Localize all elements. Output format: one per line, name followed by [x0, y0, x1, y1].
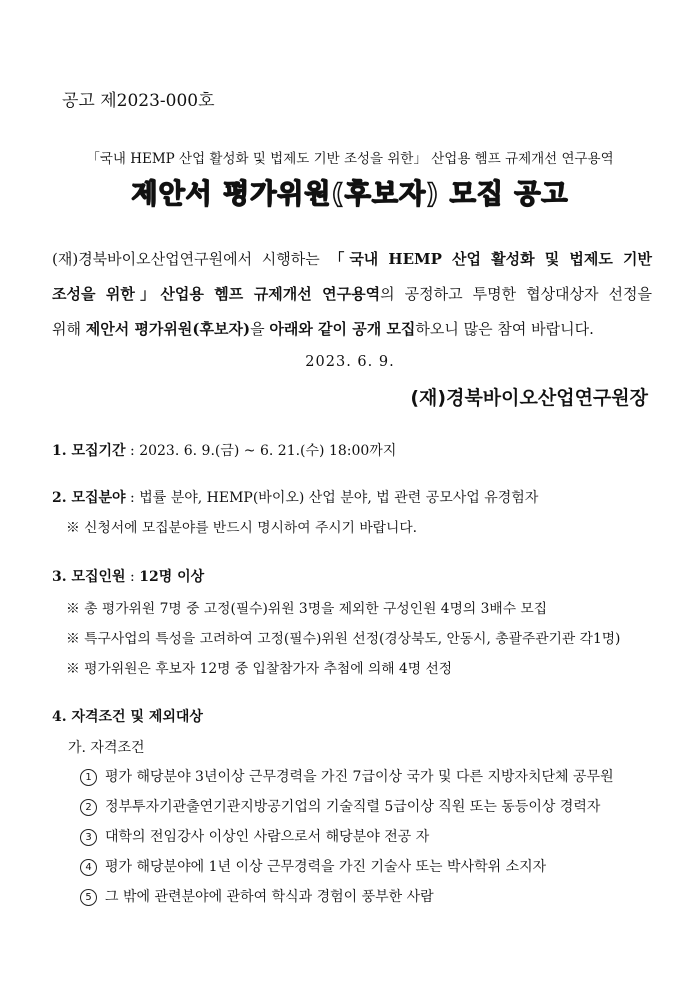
notice-number: 공고 제2023-000호: [62, 91, 215, 111]
intro-text: 위해: [52, 320, 86, 338]
intro-line-1: [52, 242, 652, 277]
qualification-item: [80, 796, 600, 816]
qualification-item: [80, 766, 614, 786]
qualification-text: 대학의 전임강사 이상인 사람으로서 해당분야 전공 자: [105, 829, 430, 845]
qualification-item: [80, 826, 429, 846]
section-heading: 1. 모집기간: [52, 443, 126, 459]
circled-number: 2: [80, 799, 97, 816]
circled-number: 5: [80, 889, 97, 906]
section-recruitment-field: [52, 487, 538, 507]
section-recruitment-count: [52, 566, 204, 586]
section-recruitment-period: [52, 440, 396, 460]
qualification-item: [80, 856, 546, 876]
note-item: ※ 특구사업의 특성을 고려하여 고정(필수)위원 선정(경상북도, 안동시, 총괄주관기관 각1명): [66, 631, 621, 647]
qualifications-subheading: 가. 자격조건: [68, 740, 145, 756]
section-heading: 3. 모집인원: [52, 569, 126, 585]
section-text: : 법률 분야, HEMP(바이오) 산업 분야, 법 관련 공모사업 유경험자: [125, 490, 539, 506]
intro-text: 하오니 많은 참여 바랍니다.: [415, 320, 594, 338]
note-item: ※ 평가위원은 후보자 12명 중 입찰참가자 추첨에 의해 4명 선정: [66, 661, 453, 677]
document-title: 제안서 평가위원(후보자) 모집 공고: [131, 179, 569, 210]
project-subtitle: 「국내 HEMP 산업 활성화 및 법제도 기반 조성을 위한」 산업용 헴프 규제개선 연구용역: [86, 151, 614, 167]
qualification-text: 그 밖에 관련분야에 관하여 학식과 경험이 풍부한 사람: [105, 889, 434, 905]
announcement-date: 2023. 6. 9.: [305, 354, 395, 370]
qualification-text: 정부투자기관출연기관지방공기업의 기술직렬 5급이상 직원 또는 동등이상 경력자: [105, 799, 601, 815]
intro-text: 의 공정하고 투명한 협상대상자 선정을: [380, 285, 652, 303]
intro-emphasis: 아래와 같이 공개 모집: [269, 320, 416, 338]
note-item: ※ 총 평가위원 7명 중 고정(필수)위원 3명을 제외한 구성인원 4명의 3배수 모집: [66, 601, 548, 617]
circled-number: 1: [80, 769, 97, 786]
intro-project-name-cont: 조성을 위한」산업용 헴프 규제개선 연구용역: [52, 285, 381, 303]
circled-number: 4: [80, 859, 97, 876]
intro-line-2: [52, 277, 652, 312]
intro-line-3: [52, 312, 652, 347]
intro-text: 을: [250, 320, 270, 338]
circled-number: 3: [80, 829, 97, 846]
intro-paragraph: [52, 242, 652, 347]
recruitment-count: 12명 이상: [139, 569, 205, 585]
intro-text: (재)경북바이오산업연구원에서 시행하는: [52, 250, 330, 268]
qualification-text: 평가 해당분야 3년이상 근무경력을 가진 7급이상 국가 및 다른 지방자치단체 공무원: [105, 769, 614, 785]
qualification-text: 평가 해당분야에 1년 이상 근무경력을 가진 기술사 또는 박사학위 소지자: [105, 859, 547, 875]
organization-name: (재)경북바이오산업연구원장: [410, 387, 648, 409]
section-separator: :: [125, 569, 140, 585]
section-heading: 4. 자격조건 및 제외대상: [52, 709, 203, 725]
section-text: : 2023. 6. 9.(금) ~ 6. 21.(수) 18:00까지: [125, 443, 397, 459]
section-qualifications: [52, 706, 203, 726]
intro-emphasis: 제안서 평가위원(후보자): [85, 320, 251, 338]
qualification-item: [80, 886, 434, 906]
note-item: ※ 신청서에 모집분야를 반드시 명시하여 주시기 바랍니다.: [66, 520, 418, 536]
section-heading: 2. 모집분야: [52, 490, 126, 506]
intro-project-name: 「국내 HEMP 산업 활성화 및 법제도 기반: [329, 250, 652, 268]
